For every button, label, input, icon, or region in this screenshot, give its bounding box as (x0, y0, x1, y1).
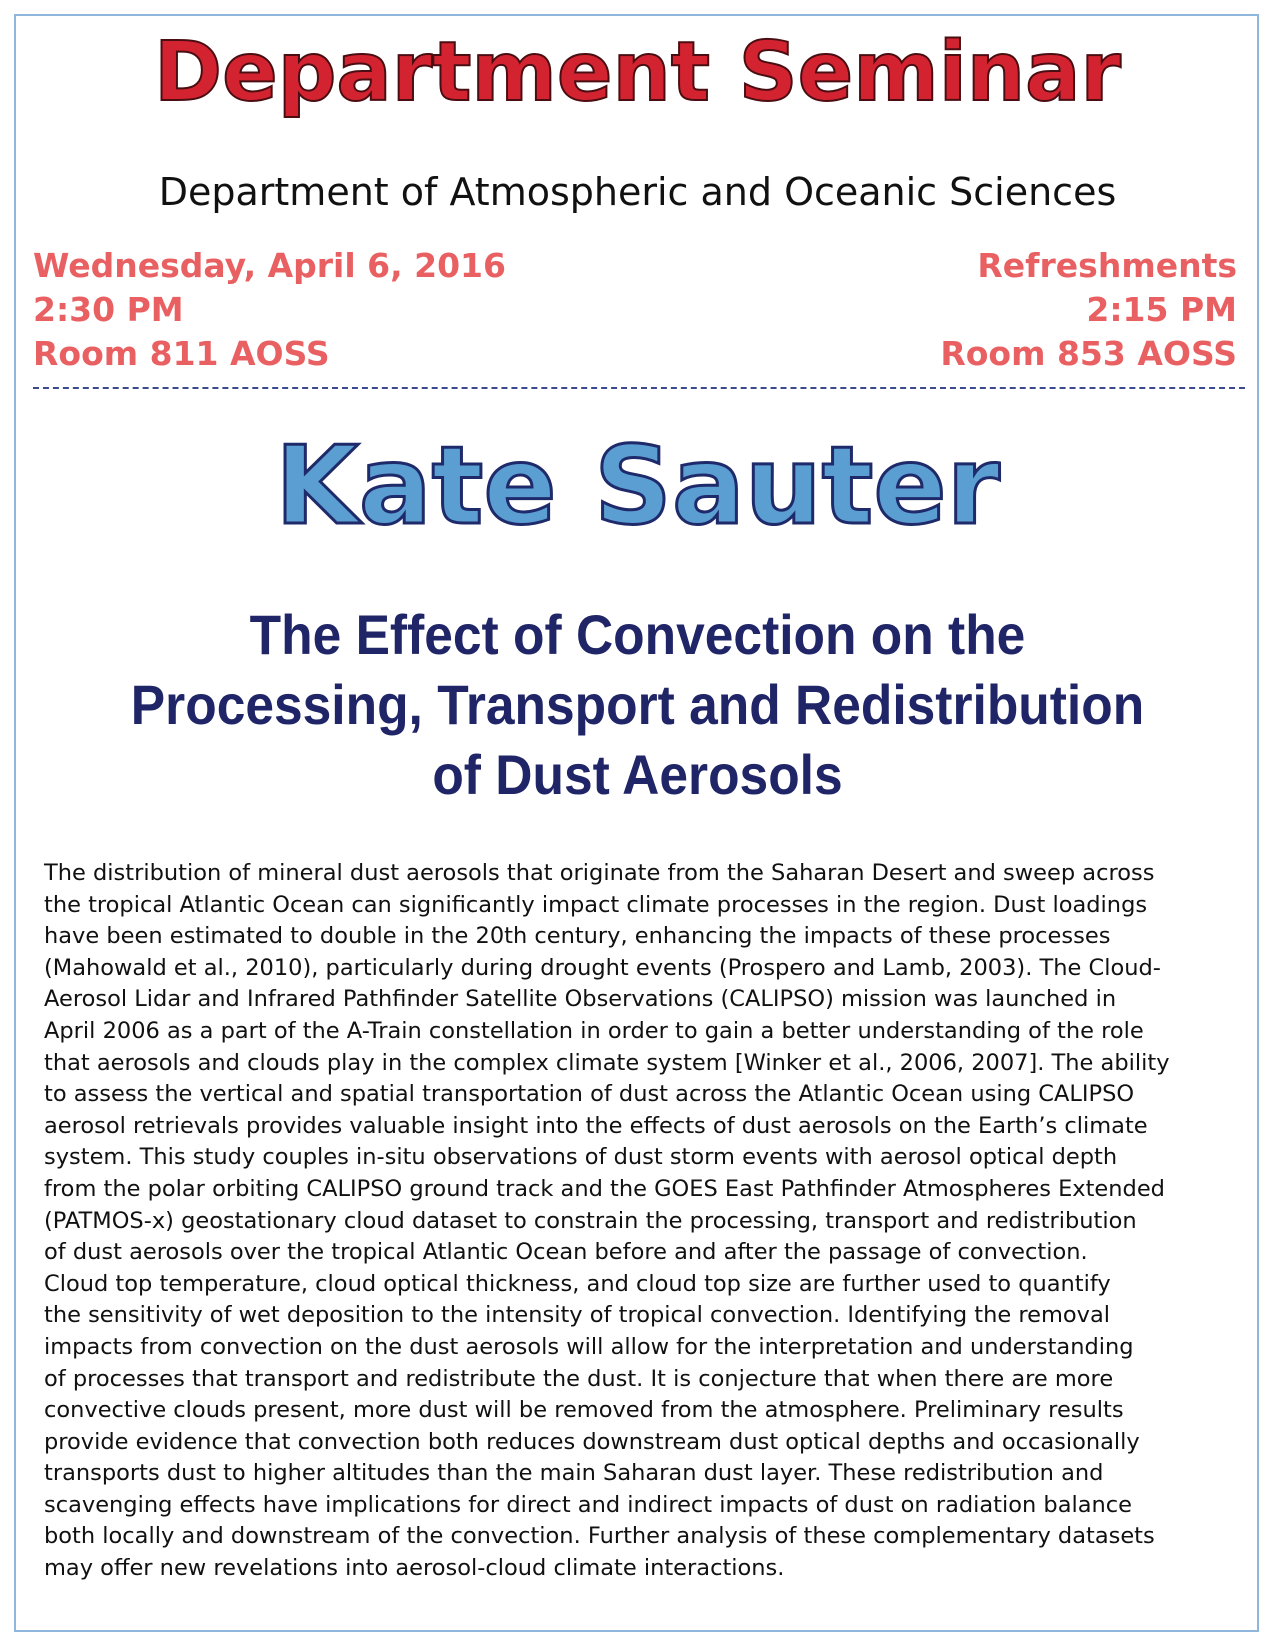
seminar-details (33, 244, 506, 376)
abstract-line: impacts from convection on the dust aerosols will allow for the interpretation and understanding (44, 1333, 1134, 1360)
talk-title (88, 600, 1187, 810)
seminar-room: Room 811 AOSS (33, 334, 330, 373)
abstract-line: Cloud top temperature, cloud optical thickness, and cloud top size are further used to quantify (44, 1270, 1111, 1297)
talk-title-line: of Dust Aerosols (432, 743, 843, 806)
seminar-date: Wednesday, April 6, 2016 (33, 246, 506, 285)
abstract-line: of dust aerosols over the tropical Atlantic Ocean before and after the passage of convection. (44, 1239, 1088, 1266)
abstract-line: (PATMOS-x) geostationary cloud dataset to constrain the processing, transport and redistribution (44, 1207, 1137, 1234)
divider (33, 387, 1245, 389)
abstract-line: to assess the vertical and spatial transportation of dust across the Atlantic Ocean using CALIPSO (44, 1081, 1135, 1108)
abstract-line: Aerosol Lidar and Infrared Pathfinder Satellite Observations (CALIPSO) mission was launched in (44, 986, 1117, 1013)
abstract-line: The distribution of mineral dust aerosols that originate from the Saharan Desert and sweep across (44, 860, 1155, 886)
abstract (44, 858, 1244, 1585)
speaker-name: Kate Sauter (275, 424, 1000, 549)
abstract-line: provide evidence that convection both reduces downstream dust optical depths and occasionally (44, 1428, 1140, 1455)
page-title: Department Seminar (154, 25, 1121, 120)
seminar-time: 2:30 PM (33, 290, 184, 329)
abstract-line: transports dust to higher altitudes than the main Saharan dust layer. These redistribution and (44, 1460, 1104, 1487)
abstract-line: April 2006 as a part of the A-Train constellation in order to gain a better understanding of the role (44, 1017, 1144, 1044)
refreshments-room: Room 853 AOSS (940, 334, 1237, 373)
refreshments-label: Refreshments (977, 246, 1237, 285)
abstract-line: the tropical Atlantic Ocean can significantly impact climate processes in the region. Dust loadings (44, 891, 1148, 918)
refreshments-time: 2:15 PM (1086, 290, 1237, 329)
abstract-line: convective clouds present, more dust will be removed from the atmosphere. Preliminary results (44, 1397, 1124, 1424)
abstract-line: (Mahowald et al., 2010), particularly during drought events (Prospero and Lamb, 2003). The Cloud- (44, 954, 1161, 981)
talk-title-line: The Effect of Convection on the (249, 603, 1026, 666)
abstract-line: have been estimated to double in the 20th century, enhancing the impacts of these processes (44, 923, 1111, 950)
abstract-line: system. This study couples in-situ observations of dust storm events with aerosol optical depth (44, 1144, 1118, 1171)
abstract-line: of processes that transport and redistribute the dust. It is conjecture that when there are more (44, 1365, 1114, 1392)
abstract-line: the sensitivity of wet deposition to the intensity of tropical convection. Identifying the removal (44, 1302, 1110, 1329)
abstract-line: scavenging effects have implications for direct and indirect impacts of dust on radiation balance (44, 1491, 1133, 1518)
abstract-line: aerosol retrievals provides valuable insight into the effects of dust aerosols on the Earth’s climate (44, 1112, 1148, 1139)
refreshments-details (940, 244, 1237, 376)
abstract-line: from the polar orbiting CALIPSO ground track and the GOES East Pathfinder Atmospheres Extended (44, 1175, 1165, 1202)
talk-title-line: Processing, Transport and Redistribution (130, 673, 1145, 736)
department-name: Department of Atmospheric and Oceanic Sciences (158, 170, 1117, 214)
abstract-line: may offer new revelations into aerosol-cloud climate interactions. (44, 1555, 785, 1582)
abstract-line: that aerosols and clouds play in the complex climate system [Winker et al., 2006, 2007]. The ability (44, 1049, 1170, 1076)
abstract-line: both locally and downstream of the convection. Further analysis of these complementary datasets (44, 1523, 1155, 1550)
